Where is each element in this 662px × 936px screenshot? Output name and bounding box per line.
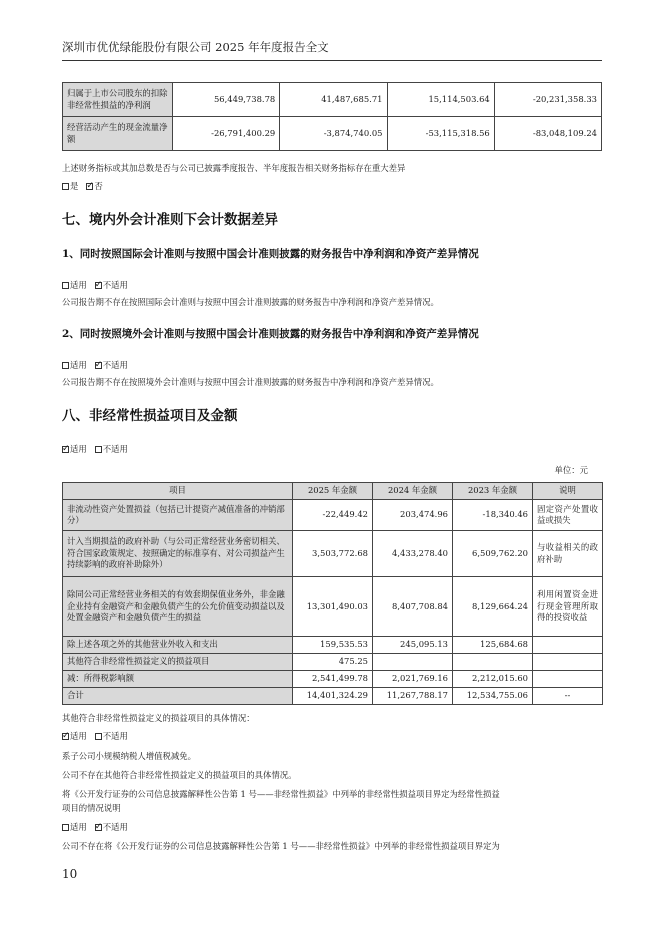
item-cell: 其他符合非经常性损益定义的损益项目: [63, 654, 293, 671]
table-row: [63, 637, 603, 654]
table-row: [63, 117, 602, 151]
table-row: [63, 671, 603, 688]
checkbox-apply: [62, 824, 69, 831]
section-8-heading: 八、非经常性损益项目及金额: [62, 408, 238, 424]
applicability-options: 适用✓ 不适用: [62, 280, 128, 291]
other-items-title: 其他符合非经常性损益定义的损益项目的具体情况：: [62, 713, 255, 723]
note-cell: [533, 637, 603, 654]
applicability-options: 适用✓ 不适用: [62, 360, 128, 371]
financial-indicator-table: [62, 82, 602, 151]
row-label: 经营活动产生的现金流量净额: [63, 117, 173, 151]
value-cell: -22,449.42: [293, 500, 373, 531]
unit-label: 单位：元: [554, 465, 588, 475]
value-cell: 2,541,499.78: [293, 671, 373, 688]
row-label: 归属于上市公司股东的扣除非经常性损益的净利润: [63, 83, 173, 117]
value-cell: 13,301,490.03: [293, 577, 373, 637]
note-cell: [533, 654, 603, 671]
table-row: [63, 83, 602, 117]
value-cell: 8,407,708.84: [373, 577, 453, 637]
value-cell: -53,115,318.56: [387, 117, 494, 151]
value-cell: -3,874,740.05: [280, 117, 387, 151]
section-7-1-heading: 1、同时按照国际会计准则与按照中国会计准则披露的财务报告中净利润和净资产差异情况: [62, 248, 479, 260]
note-cell: 与收益相关的政府补助: [533, 531, 603, 577]
column-header: 项目: [63, 483, 293, 500]
applicability-options: ✓适用 不适用: [62, 731, 128, 742]
value-cell: 6,509,762.20: [453, 531, 533, 577]
value-cell: 12,534,755.06: [453, 688, 533, 705]
note-cell: [533, 671, 603, 688]
value-cell: -83,048,109.24: [494, 117, 601, 151]
item-cell: 除同公司正常经营业务相关的有效套期保值业务外，非金融企业持有金融资产和金融负债产生的公允价值变动损益以及处置金融资产和金融负债产生的损益: [63, 577, 293, 637]
value-cell: 56,449,738.78: [173, 83, 280, 117]
value-cell: 14,401,324.29: [293, 688, 373, 705]
value-cell: -20,231,358.33: [494, 83, 601, 117]
checkbox-apply: [62, 282, 69, 289]
difference-question: 上述财务指标或其加总数是否与公司已披露季度报告、半年度报告相关财务指标存在重大差异: [62, 163, 406, 173]
item-cell: 非流动性资产处置损益（包括已计提资产减值准备的冲销部分）: [63, 500, 293, 531]
section-7-1-text: 公司报告期不存在按照国际会计准则与按照中国会计准则披露的财务报告中净利润和净资产差异情况。: [62, 297, 439, 307]
item-cell: 减：所得税影响额: [63, 671, 293, 688]
section-7-2-text: 公司报告期不存在按照境外会计准则与按照中国会计准则披露的财务报告中净利润和净资产差异情况。: [62, 377, 439, 387]
rule-explanation-line: 项目的情况说明: [62, 803, 121, 813]
final-text: 公司不存在将《公开发行证券的公司信息披露解释性公告第 1 号——非经常性损益》中列举的非经常性损益项目界定为: [62, 841, 500, 851]
checkbox-not-apply-checked: [95, 824, 102, 831]
value-cell: [453, 654, 533, 671]
value-cell: -18,340.46: [453, 500, 533, 531]
value-cell: 2,021,769.16: [373, 671, 453, 688]
checkbox-apply-checked: [62, 446, 69, 453]
value-cell: 2,212,015.60: [453, 671, 533, 688]
table-row: [63, 654, 603, 671]
checkbox-not-apply: [95, 446, 102, 453]
value-cell: -26,791,400.29: [173, 117, 280, 151]
table-total-row: [63, 688, 603, 705]
header-divider: [62, 60, 602, 61]
value-cell: 41,487,685.71: [280, 83, 387, 117]
non-recurring-items-table: [62, 482, 603, 705]
note-cell: --: [533, 688, 603, 705]
table-row: [63, 577, 603, 637]
value-cell: 475.25: [293, 654, 373, 671]
yes-no-options: 是✓ 否: [62, 181, 103, 192]
checkbox-no-checked: [86, 183, 93, 190]
item-cell: 计入当期损益的政府补助（与公司正常经营业务密切相关、符合国家政策规定、按照确定的标准享有、对公司损益产生持续影响的政府补助除外）: [63, 531, 293, 577]
checkbox-not-apply-checked: [95, 282, 102, 289]
page-number: 10: [62, 867, 78, 881]
value-cell: 3,503,772.68: [293, 531, 373, 577]
table-row: [63, 531, 603, 577]
column-header: 说明: [533, 483, 603, 500]
other-items-text: 系子公司小规模纳税人增值税减免。: [62, 751, 196, 761]
column-header: 2025 年金额: [293, 483, 373, 500]
column-header: 2024 年金额: [373, 483, 453, 500]
other-items-text: 公司不存在其他符合非经常性损益定义的损益项目的具体情况。: [62, 770, 297, 780]
item-cell: 除上述各项之外的其他营业外收入和支出: [63, 637, 293, 654]
value-cell: [373, 654, 453, 671]
section-7-heading: 七、境内外会计准则下会计数据差异: [62, 212, 278, 228]
note-cell: 固定资产处置收益或损失: [533, 500, 603, 531]
value-cell: 203,474.96: [373, 500, 453, 531]
value-cell: 245,095.13: [373, 637, 453, 654]
value-cell: 159,535.53: [293, 637, 373, 654]
section-7-2-heading: 2、同时按照境外会计准则与按照中国会计准则披露的财务报告中净利润和净资产差异情况: [62, 328, 479, 340]
checkbox-apply: [62, 362, 69, 369]
value-cell: 4,433,278.40: [373, 531, 453, 577]
checkbox-not-apply-checked: [95, 362, 102, 369]
checkbox-apply-checked: [62, 733, 69, 740]
checkbox-not-apply: [95, 733, 102, 740]
value-cell: 125,684.68: [453, 637, 533, 654]
value-cell: 15,114,503.64: [387, 83, 494, 117]
table-row: [63, 500, 603, 531]
document-header: 深圳市优优绿能股份有限公司 2025 年年度报告全文: [62, 40, 329, 54]
column-header: 2023 年金额: [453, 483, 533, 500]
applicability-options: ✓适用 不适用: [62, 444, 128, 455]
note-cell: 利用闲置资金进行现金管理所取得的投资收益: [533, 577, 603, 637]
checkbox-yes: [62, 183, 69, 190]
value-cell: 11,267,788.17: [373, 688, 453, 705]
applicability-options: 适用✓ 不适用: [62, 822, 128, 833]
item-cell: 合计: [63, 688, 293, 705]
rule-explanation-line: 将《公开发行证券的公司信息披露解释性公告第 1 号——非经常性损益》中列举的非经常性损益项目界定为经常性损益: [62, 789, 500, 799]
table-header-row: [63, 483, 603, 500]
value-cell: 8,129,664.24: [453, 577, 533, 637]
